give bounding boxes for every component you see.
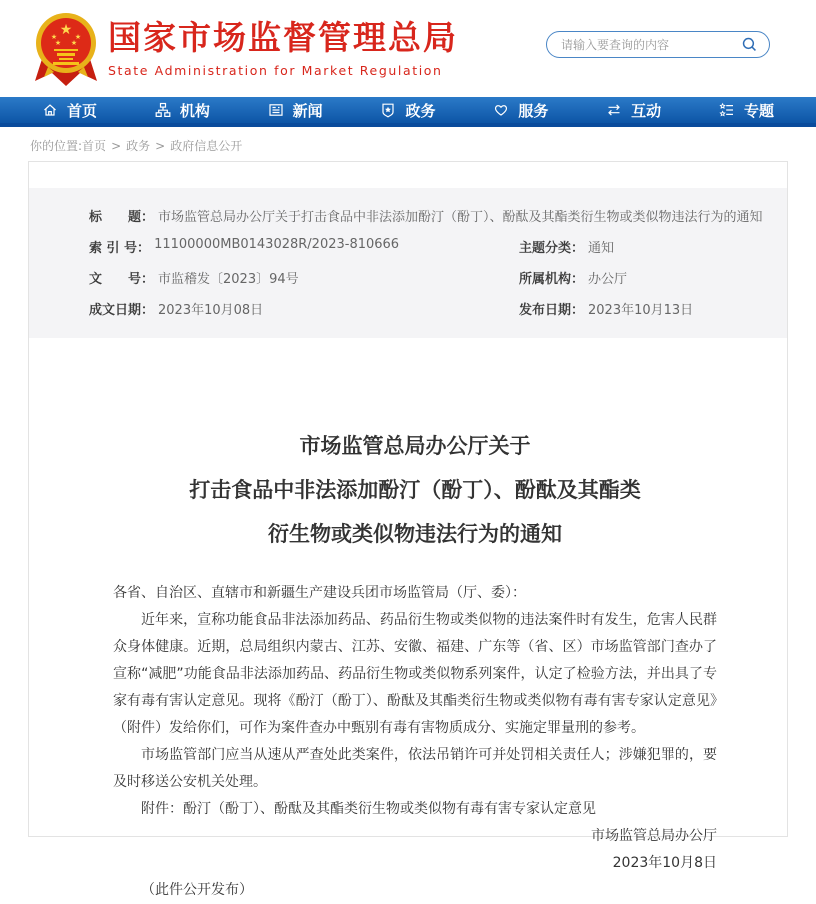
- document-body: [113, 580, 717, 904]
- content-panel: [28, 161, 788, 898]
- organization-icon: [155, 102, 171, 118]
- salutation: 各省、自治区、直辖市和新疆生产建设兵团市场监管局（厅、委）：: [113, 585, 526, 601]
- nav-item-service[interactable]: [493, 100, 548, 121]
- meta-row-index: [29, 231, 787, 262]
- nav-item-home[interactable]: [42, 100, 97, 121]
- breadcrumb-separator: >: [111, 139, 122, 153]
- site-title-english: State Administration for Market Regulation: [108, 63, 443, 79]
- signature-date: 2023年10月8日: [612, 855, 717, 871]
- meta-category-label: 主题分类：: [519, 241, 585, 256]
- topics-list-icon: [719, 102, 735, 118]
- nav-item-label: 首页: [67, 101, 98, 120]
- svg-text:★: ★: [70, 39, 78, 47]
- meta-category-value: 通知: [588, 241, 615, 256]
- document-title-line2: 打击食品中非法添加酚汀（酚丁）、酚酞及其酯类: [189, 478, 641, 502]
- meta-agency-value: 办公厅: [588, 272, 628, 287]
- svg-text:★: ★: [59, 22, 73, 38]
- document-title-line1: 市场监管总局办公厅关于: [299, 434, 531, 458]
- breadcrumb-link-info-disclosure[interactable]: 政府信息公开: [170, 139, 243, 153]
- meta-publish-date-value: 2023年10月13日: [588, 303, 694, 318]
- nav-item-organization[interactable]: [155, 100, 210, 121]
- breadcrumb: [30, 137, 816, 154]
- breadcrumb-link-home[interactable]: 首页: [82, 139, 107, 153]
- document-content: [29, 424, 787, 904]
- main-nav: [0, 97, 816, 127]
- breadcrumb-separator: >: [155, 139, 166, 153]
- nav-item-label: 机构: [179, 101, 210, 120]
- meta-row-title: [29, 200, 787, 231]
- meta-title-value: 市场监管总局办公厅关于打击食品中非法添加酚汀（酚丁）、酚酞及其酯类衍生物或类似物违法行为的通知: [158, 210, 763, 225]
- meta-agency-label: 所属机构：: [519, 272, 585, 287]
- meta-written-date-value: 2023年10月08日: [158, 303, 264, 318]
- svg-text:★: ★: [54, 39, 62, 47]
- nav-item-label: 政务: [405, 101, 436, 120]
- site-title-chinese: 国家市场监督管理总局: [108, 18, 458, 57]
- document-title-line3: 衍生物或类似物违法行为的通知: [268, 522, 562, 546]
- nav-item-topics[interactable]: [719, 100, 774, 121]
- paragraph-1: 近年来，宣称功能食品非法添加药品、药品衍生物或类似物的违法案件时有发生，危害人民群众身体健康。近期，总局组织内蒙古、江苏、安徽、福建、广东等（省、区）市场监管部门查办了宣称“减肥”功能食品非法添加药品、药品衍生物或类似物系列案件，认定了检验方法，并出具了专家有毒有害认定意见。现将《酚汀（酚丁）、酚酞及其酯类衍生物或类似物有毒有害专家认定意见》（附件）发给你们，可作为案件查办中甄别有毒有害物质成分、实施定罪量刑的参考。: [113, 612, 717, 736]
- document-title: [113, 424, 717, 556]
- search-icon[interactable]: [741, 36, 759, 54]
- signature: 市场监管总局办公厅: [591, 828, 717, 844]
- meta-docno-value: 市监稽发〔2023〕94号: [158, 272, 299, 287]
- meta-index-label: 索 引 号：: [89, 241, 151, 256]
- nav-item-label: 服务: [518, 101, 549, 120]
- meta-publish-date-label: 发布日期：: [519, 303, 585, 318]
- meta-row-docno: [29, 262, 787, 293]
- home-icon: [42, 102, 58, 118]
- breadcrumb-prefix: 你的位置:: [30, 139, 83, 153]
- search-input[interactable]: [561, 38, 741, 52]
- nav-item-label: 互动: [631, 101, 662, 120]
- svg-text:★: ★: [74, 33, 82, 41]
- heart-icon: [493, 102, 509, 118]
- meta-docno-label: 文 号：: [89, 272, 155, 287]
- breadcrumb-link-zhengwu[interactable]: 政务: [126, 139, 151, 153]
- news-icon: [268, 102, 284, 118]
- meta-index-value: 11100000MB0143028R/2023-810666: [154, 237, 400, 252]
- meta-title-label: 标 题：: [89, 210, 155, 225]
- svg-text:★: ★: [50, 33, 58, 41]
- nav-item-interaction[interactable]: [606, 100, 661, 121]
- site-header: [0, 0, 816, 97]
- nav-item-label: 新闻: [292, 101, 323, 120]
- nav-item-news[interactable]: [268, 100, 323, 121]
- attachment-line: 附件：酚汀（酚丁）、酚酞及其酯类衍生物或类似物有毒有害专家认定意见: [141, 801, 596, 817]
- meta-written-date-label: 成文日期：: [89, 303, 155, 318]
- paragraph-2: 市场监管部门应当从速从严查处此类案件，依法吊销许可并处罚相关责任人；涉嫌犯罪的，要及时移送公安机关处理。: [113, 747, 717, 790]
- national-emblem-logo: [28, 9, 104, 89]
- meta-row-dates: [29, 293, 787, 324]
- document-metadata: [29, 188, 787, 338]
- nav-item-label: 专题: [743, 101, 774, 120]
- site-brand: [108, 20, 458, 78]
- public-release-note: （此件公开发布）: [141, 882, 253, 898]
- government-badge-icon: [380, 102, 396, 118]
- exchange-arrows-icon: [606, 102, 622, 118]
- nav-item-government[interactable]: [380, 100, 435, 121]
- search-box: [546, 31, 770, 58]
